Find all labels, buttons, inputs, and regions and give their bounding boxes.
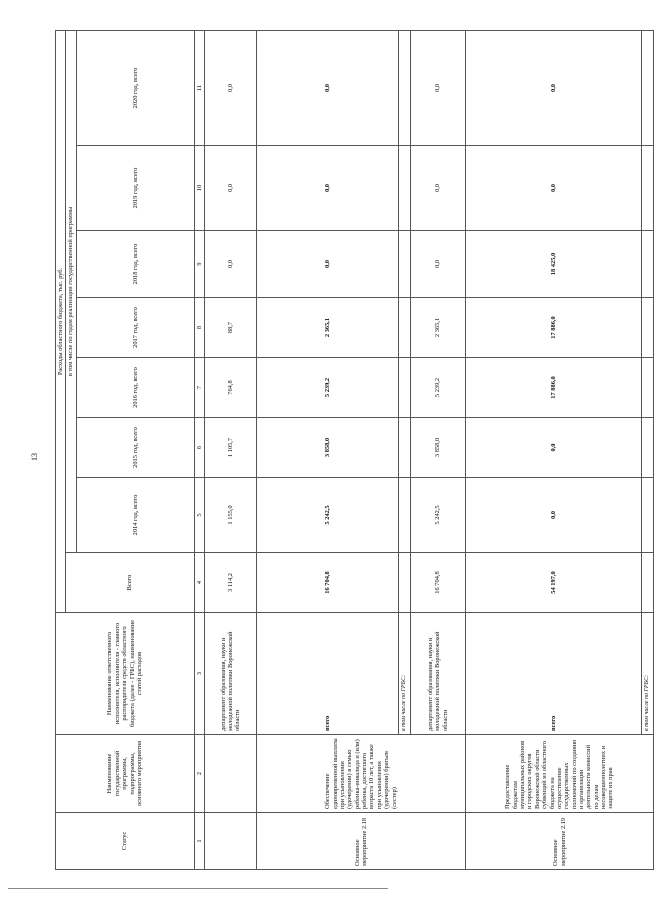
header-year-2014: 2014 год, всего	[76, 478, 194, 553]
value-2019	[642, 146, 654, 231]
header-by-years: в том числе по годам реализации государственной программы	[66, 30, 76, 552]
value-2015: 0,0	[466, 418, 642, 478]
value-2017	[399, 298, 411, 358]
col-number: 5	[194, 478, 204, 553]
value-2016	[642, 358, 654, 418]
value-2016: 764,8	[205, 358, 257, 418]
executor-cell: в том числе по ГРБС:	[399, 613, 411, 735]
value-2020: 0,0	[257, 30, 399, 145]
value-total	[399, 553, 411, 613]
col-number: 11	[194, 30, 204, 145]
value-2014	[642, 478, 654, 553]
header-year-2017: 2017 год, всего	[76, 298, 194, 358]
value-2017	[642, 298, 654, 358]
table-row	[257, 30, 399, 869]
header-year-2019: 2019 год, всего	[76, 146, 194, 231]
header-total: Всего	[66, 553, 194, 613]
value-2016	[399, 358, 411, 418]
col-number: 6	[194, 418, 204, 478]
col-number: 2	[194, 735, 204, 813]
value-2018: 18 425,0	[466, 231, 642, 298]
value-2015	[642, 418, 654, 478]
value-total: 3 114,2	[205, 553, 257, 613]
value-2014: 5 242,5	[257, 478, 399, 553]
executor-cell: всего	[257, 613, 399, 735]
value-2018: 0,0	[411, 231, 466, 298]
executor-cell: в том числе по ГРБС:	[642, 613, 654, 735]
value-2020: 0,0	[205, 30, 257, 145]
header-year-2020: 2020 год, всего	[76, 30, 194, 145]
executor-cell: всего	[466, 613, 642, 735]
value-2019: 0,0	[257, 146, 399, 231]
value-2015	[399, 418, 411, 478]
col-number: 3	[194, 613, 204, 735]
value-2018	[642, 231, 654, 298]
table-row	[205, 30, 257, 869]
header-status: Статус	[56, 813, 195, 870]
value-total	[642, 553, 654, 613]
executor-cell: департамент образования, науки и молодежной политики Воронежской области	[205, 613, 257, 735]
value-total: 54 197,0	[466, 553, 642, 613]
value-2017: 2 365,1	[257, 298, 399, 358]
col-number: 4	[194, 553, 204, 613]
value-2020	[399, 30, 411, 145]
status-cell: Основное мероприятие 2.18	[257, 813, 466, 870]
col-number: 7	[194, 358, 204, 418]
header-year-2018: 2018 год, всего	[76, 231, 194, 298]
header-budget-title: Расходы областного бюджета, тыс. руб.	[56, 30, 66, 612]
value-total: 16 704,8	[411, 553, 466, 613]
col-number: 9	[194, 231, 204, 298]
value-2018	[399, 231, 411, 298]
value-total: 16 704,8	[257, 553, 399, 613]
value-2020: 0,0	[466, 30, 642, 145]
col-number: 8	[194, 298, 204, 358]
footer-divider	[8, 888, 388, 889]
value-2018: 0,0	[257, 231, 399, 298]
value-2019: 0,0	[466, 146, 642, 231]
value-2018: 0,0	[205, 231, 257, 298]
header-program-name: Наименование государственной программы, подпрограммы, основного мероприятия	[56, 735, 195, 813]
header-year-2015: 2015 год, всего	[76, 418, 194, 478]
name-cell: Предоставление бюджетам муниципальных районов и городских округов Воронежской области субвенций из областного бюджета на осуществление государственных полномочий по созданию и организации деятельности комиссий по делам несовершеннолетних и защите их прав	[466, 735, 654, 813]
page-number: 13	[30, 453, 39, 461]
header-executor: Наименование ответственного исполнителя, исполнителя - главного распорядителя средств областного бюджета (далее - ГРБС), наименование статей расходов	[56, 613, 195, 735]
value-2014: 5 242,5	[411, 478, 466, 553]
table-row	[466, 30, 642, 869]
budget-table	[55, 30, 654, 870]
value-2017: 2 365,1	[411, 298, 466, 358]
col-number: 10	[194, 146, 204, 231]
value-2017: 88,7	[205, 298, 257, 358]
col-number: 1	[194, 813, 204, 870]
value-2014: 1 155,0	[205, 478, 257, 553]
value-2017: 17 886,0	[466, 298, 642, 358]
header-year-2016: 2016 год, всего	[76, 358, 194, 418]
value-2014	[399, 478, 411, 553]
value-2016: 17 886,0	[466, 358, 642, 418]
value-2014: 0,0	[466, 478, 642, 553]
value-2015: 3 858,0	[257, 418, 399, 478]
value-2019: 0,0	[205, 146, 257, 231]
value-2019	[399, 146, 411, 231]
status-cell: Основное мероприятие 2.19	[466, 813, 654, 870]
value-2016: 5 239,2	[257, 358, 399, 418]
name-cell: Обеспечение единовременной выплаты при усыновлении (удочерении) в семью ребенка-инвалида и (или) ребенка, достигшего возраста 10 лет, а также при усыновлении (удочерении) братьев (сестер)	[257, 735, 466, 813]
executor-cell: департамент образования, науки и молодежной политики Воронежской области	[411, 613, 466, 735]
value-2019: 0,0	[411, 146, 466, 231]
value-2016: 5 239,2	[411, 358, 466, 418]
value-2020: 0,0	[411, 30, 466, 145]
status-cell	[205, 813, 257, 870]
value-2015: 1 105,7	[205, 418, 257, 478]
name-cell	[205, 735, 257, 813]
value-2015: 3 858,0	[411, 418, 466, 478]
value-2020	[642, 30, 654, 145]
